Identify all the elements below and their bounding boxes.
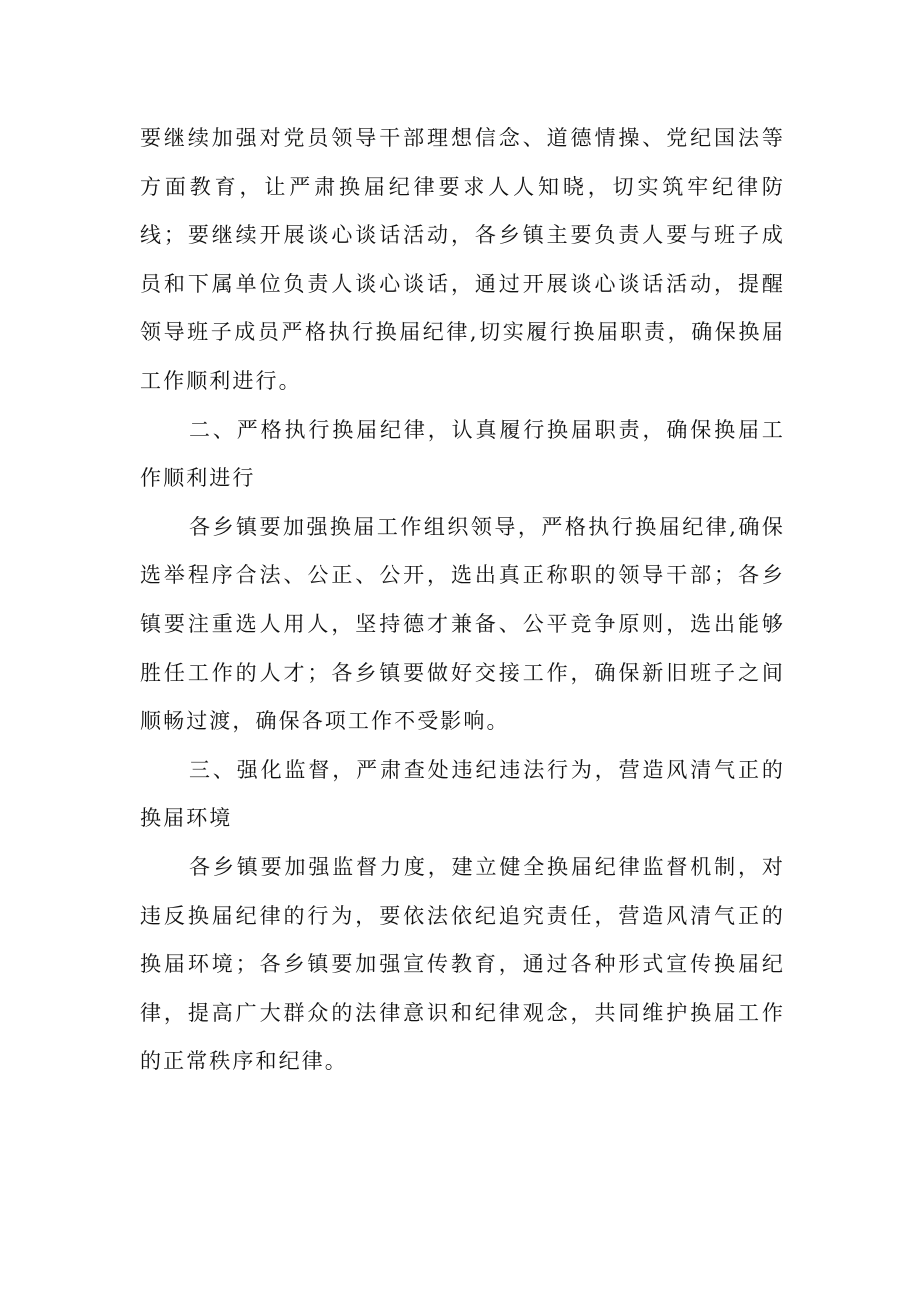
paragraph-continued: 要继续加强对党员领导干部理想信念、道德情操、党纪国法等方面教育，让严肃换届纪律要求人人知晓，切实筑牢纪律防线；要继续开展谈心谈话活动，各乡镇主要负责人要与班子成员和下属单位负责人谈心谈话，通过开展谈心谈话活动，提醒领导班子成员严格执行换届纪律,切实履行换届职责，确保换届工作顺利进行。	[140, 126, 785, 393]
document-body	[140, 114, 785, 1086]
paragraph-section-3: 各乡镇要加强监督力度，建立健全换届纪律监督机制，对违反换届纪律的行为，要依法依纪追究责任，营造风清气正的换届环境；各乡镇要加强宣传教育，通过各种形式宣传换届纪律，提高广大群众的法律意识和纪律观念，共同维护换届工作的正常秩序和纪律。	[140, 854, 785, 1074]
section-heading-2: 二、严格执行换届纪律，认真履行换届职责，确保换届工作顺利进行	[140, 417, 785, 491]
section-heading-3: 三、强化监督，严肃查处违纪违法行为，营造风清气正的换届环境	[140, 757, 785, 831]
paragraph-section-2: 各乡镇要加强换届工作组织领导，严格执行换届纪律,确保选举程序合法、公正、公开，选出真正称职的领导干部；各乡镇要注重选人用人，坚持德才兼备、公平竞争原则，选出能够胜任工作的人才；各乡镇要做好交接工作，确保新旧班子之间顺畅过渡，确保各项工作不受影响。	[140, 514, 785, 734]
